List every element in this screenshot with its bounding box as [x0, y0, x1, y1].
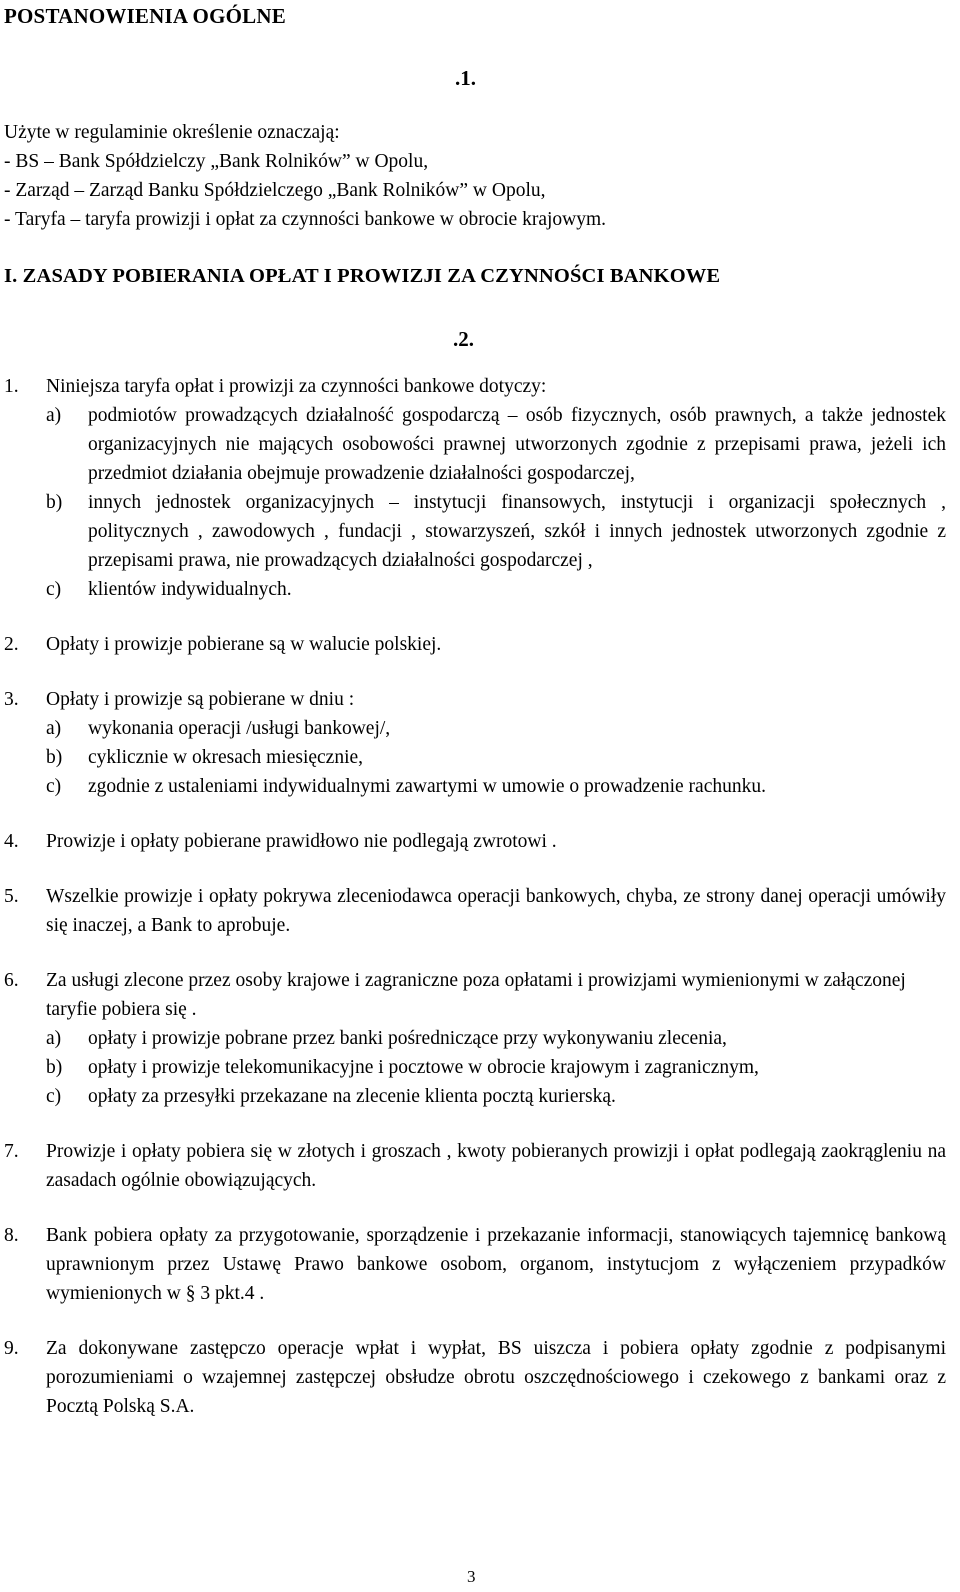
section-title: I. ZASADY POBIERANIA OPŁAT I PROWIZJI ZA CZYNNOŚCI BANKOWE	[4, 265, 721, 287]
definition-line: - Taryfa – taryfa prowizji i opłat za czynności bankowe w obrocie krajowym.	[4, 209, 607, 230]
rules-list	[4, 372, 946, 1421]
sub-item	[4, 575, 946, 604]
paragraph-marker-2: .2.	[453, 327, 474, 351]
sub-item-text: zgodnie z ustaleniami indywidualnymi zawartymi w umowie o prowadzenie rachunku.	[88, 776, 766, 797]
sub-item	[4, 1082, 946, 1111]
sub-item-text: klientów indywidualnych.	[88, 579, 292, 600]
sub-item-text: opłaty i prowizje pobrane przez banki pośredniczące przy wykonywaniu zlecenia,	[88, 1028, 727, 1049]
rule-item-8	[4, 1221, 946, 1308]
item-text: Bank pobiera opłaty za przygotowanie, sporządzenie i przekazanie informacji, stanowiących tajemnicę bankową uprawnionym przez Ustawę Prawo bankowe osobom, organom, instytucjom z wyłączeniem przypadków wymienionych w § 3 pkt.4 .	[46, 1225, 946, 1304]
rule-item-9	[4, 1334, 946, 1421]
sub-item-letter: a)	[46, 405, 62, 426]
rule-item-6	[4, 966, 946, 1111]
paragraph-marker-1: .1.	[455, 66, 476, 90]
sub-item-letter: c)	[46, 579, 62, 600]
definition-line: - BS – Bank Spółdzielczy „Bank Rolników” w Opolu,	[4, 151, 429, 172]
item-number: 3.	[4, 689, 19, 710]
sub-item	[4, 488, 946, 575]
item-number: 8.	[4, 1225, 19, 1246]
sub-item	[4, 743, 946, 772]
item-text: Prowizje i opłaty pobierane prawidłowo nie podlegają zwrotowi .	[46, 831, 557, 852]
sub-item-letter: b)	[46, 747, 63, 768]
sub-item	[4, 772, 946, 801]
sub-item-text: innych jednostek organizacyjnych – instytucji finansowych, instytucji i organizacji społecznych , politycznych , zawodowych , fundacji , stowarzyszeń, szkół i innych jednostek utworzonych zgodnie z przepisami prawa, nie prowadzących działalności gospodarczej ,	[88, 492, 946, 571]
sub-item-letter: c)	[46, 776, 62, 797]
definitions-block	[4, 118, 944, 234]
item-text: Niniejsza taryfa opłat i prowizji za czynności bankowe dotyczy:	[46, 376, 547, 397]
item-text: Opłaty i prowizje pobierane są w walucie polskiej.	[46, 634, 442, 655]
rule-item-5	[4, 882, 946, 940]
document-heading: POSTANOWIENIA OGÓLNE	[4, 4, 286, 28]
item-text: Wszelkie prowizje i opłaty pokrywa zleceniodawca operacji bankowych, chyba, ze strony danej operacji umówiły się inaczej, a Bank to aprobuje.	[46, 886, 946, 936]
item-number: 5.	[4, 886, 19, 907]
sub-item	[4, 714, 946, 743]
sub-item-letter: b)	[46, 492, 63, 513]
definitions-intro: Użyte w regulaminie określenie oznaczają:	[4, 122, 340, 143]
item-text: Prowizje i opłaty pobiera się w złotych i groszach , kwoty pobieranych prowizji i opłat podlegają zaokrągleniu na zasadach ogólnie obowiązujących.	[46, 1141, 946, 1191]
sub-item-letter: b)	[46, 1057, 63, 1078]
item-number: 7.	[4, 1141, 19, 1162]
item-text: Opłaty i prowizje są pobierane w dniu :	[46, 689, 355, 710]
definition-line: - Zarząd – Zarząd Banku Spółdzielczego „Bank Rolników” w Opolu,	[4, 180, 546, 201]
rule-item-4	[4, 827, 946, 856]
sub-item	[4, 1024, 946, 1053]
page-number: 3	[467, 1567, 476, 1586]
rule-item-3	[4, 685, 946, 801]
sub-item-letter: a)	[46, 1028, 62, 1049]
sub-item-text: opłaty i prowizje telekomunikacyjne i pocztowe w obrocie krajowym i zagranicznym,	[88, 1057, 759, 1078]
rule-item-1	[4, 372, 946, 604]
item-text: Za usługi zlecone przez osoby krajowe i zagraniczne poza opłatami i prowizjami wymienionymi w załączonej taryfie pobiera się .	[46, 970, 906, 1020]
item-number: 4.	[4, 831, 19, 852]
rule-item-7	[4, 1137, 946, 1195]
sub-item-letter: a)	[46, 718, 62, 739]
sub-item-letter: c)	[46, 1086, 62, 1107]
sub-item	[4, 401, 946, 488]
sub-item-text: wykonania operacji /usługi bankowej/,	[88, 718, 391, 739]
item-text: Za dokonywane zastępczo operacje wpłat i wypłat, BS uiszcza i pobiera opłaty zgodnie z podpisanymi porozumieniami o wzajemnej zastępczej obsłudze obrotu oszczędnościowego i czekowego z bankami oraz z Pocztą Polską S.A.	[46, 1338, 946, 1417]
sub-item-text: opłaty za przesyłki przekazane na zlecenie klienta pocztą kurierską.	[88, 1086, 616, 1107]
sub-item-text: podmiotów prowadzących działalność gospodarczą – osób fizycznych, osób prawnych, a także jednostek organizacyjnych nie mających osobowości prawnej utworzonych zgodnie z przepisami prawa, jeżeli ich przedmiot działania obejmuje prowadzenie działalności gospodarczej,	[88, 405, 946, 484]
rule-item-2	[4, 630, 946, 659]
item-number: 9.	[4, 1338, 19, 1359]
sub-item-text: cyklicznie w okresach miesięcznie,	[88, 747, 364, 768]
sub-item	[4, 1053, 946, 1082]
item-number: 6.	[4, 970, 19, 991]
item-number: 1.	[4, 376, 19, 397]
item-number: 2.	[4, 634, 19, 655]
